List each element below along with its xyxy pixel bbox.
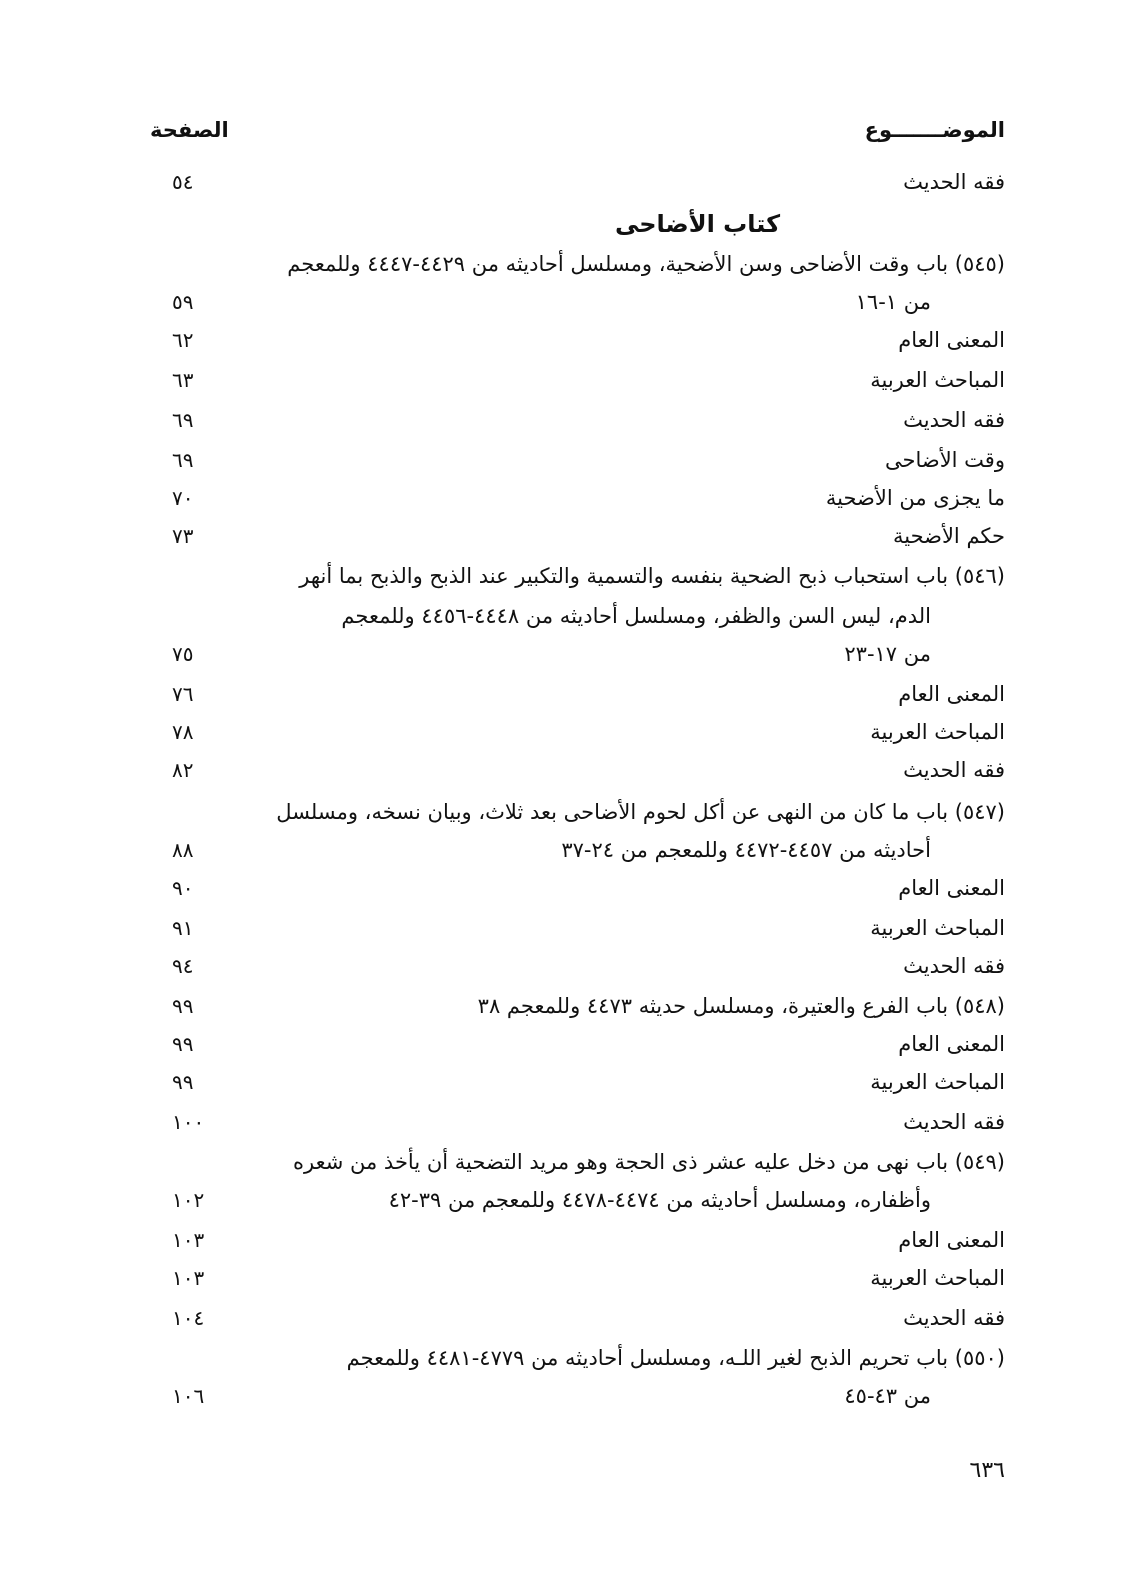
toc-row: [150, 320, 1005, 360]
toc-row: [150, 244, 1005, 284]
toc-page-number: ١٠٤: [172, 1306, 205, 1330]
page-column-label: الصفحة: [150, 118, 229, 142]
toc-topic: (٥٤٧) باب ما كان من النهى عن أكل لحوم الأضاحى بعد ثلاث، وبيان نسخه، ومسلسل: [276, 800, 1005, 824]
toc-row: [150, 712, 1005, 752]
toc-topic: وقت الأضاحى: [884, 448, 1005, 472]
toc-topic: من ١٧-٢٣: [844, 642, 931, 666]
toc-page-number: ٧٨: [172, 720, 194, 744]
toc-row: [150, 986, 1005, 1026]
book-title: كتاب الأضاحى: [614, 210, 781, 238]
toc-row: [150, 868, 1005, 908]
toc-row: [150, 596, 1005, 636]
toc-page-number: ٦٩: [172, 448, 194, 472]
toc-row: [150, 1220, 1005, 1260]
toc-row: [150, 162, 1005, 202]
toc-topic: المباحث العربية: [870, 1266, 1005, 1290]
toc-page-number: ٦٩: [172, 408, 194, 432]
toc-page-number: ١٠٠: [172, 1110, 205, 1134]
toc-row: [150, 674, 1005, 714]
toc-topic: الدم، ليس السن والظفر، ومسلسل أحاديثه من ٤٤٤٨-٤٤٥٦ وللمعجم: [341, 604, 931, 628]
toc-row: [150, 1338, 1005, 1378]
toc-row: [150, 946, 1005, 986]
toc-topic: (٥٤٥) باب وقت الأضاحى وسن الأضحية، ومسلسل أحاديثه من ٤٤٢٩-٤٤٤٧ وللمعجم: [287, 252, 1005, 276]
page-number-footer: ٦٣٦: [969, 1458, 1005, 1483]
toc-page-number: ٧٦: [172, 682, 194, 706]
toc-row: [150, 282, 1005, 322]
toc-page-number: ٦٢: [172, 328, 194, 352]
toc-topic: (٥٤٦) باب استحباب ذبح الضحية بنفسه والتسمية والتكبير عند الذبح والذبح بما أنهر: [299, 564, 1005, 588]
toc-row: [150, 1024, 1005, 1064]
toc-topic: المعنى العام: [898, 876, 1005, 900]
toc-topic: المعنى العام: [898, 328, 1005, 352]
toc-topic: (٥٥٠) باب تحريم الذبح لغير اللـه، ومسلسل أحاديثه من ٤٧٧٩-٤٤٨١ وللمعجم: [346, 1346, 1005, 1370]
toc-topic: المعنى العام: [898, 1228, 1005, 1252]
toc-page-number: ٩٩: [172, 1032, 194, 1056]
toc-header: [150, 110, 1005, 150]
toc-topic: ما يجزى من الأضحية: [825, 486, 1005, 510]
toc-row: [150, 908, 1005, 948]
book-title-row: [150, 204, 1005, 244]
toc-row: [150, 634, 1005, 674]
toc-page-number: ٩٠: [172, 876, 194, 900]
toc-topic: وأظفاره، ومسلسل أحاديثه من ٤٤٧٤-٤٤٧٨ وللمعجم من ٣٩-٤٢: [388, 1188, 931, 1212]
toc-row: [150, 1258, 1005, 1298]
toc-row: [150, 792, 1005, 832]
toc-row: [150, 1180, 1005, 1220]
toc-page-number: ١٠٢: [172, 1188, 205, 1212]
toc-topic: حكم الأضحية: [892, 524, 1005, 548]
toc-page-number: ١٠٣: [172, 1266, 205, 1290]
toc-page-number: ١٠٣: [172, 1228, 205, 1252]
toc-topic: فقه الحديث: [903, 954, 1005, 978]
toc-topic: المباحث العربية: [870, 720, 1005, 744]
toc-topic: المباحث العربية: [870, 368, 1005, 392]
toc-page-number: ٩٩: [172, 994, 194, 1018]
toc-row: [150, 1376, 1005, 1416]
toc-row: [150, 400, 1005, 440]
toc-topic: فقه الحديث: [903, 758, 1005, 782]
toc-topic: (٥٤٩) باب نهى من دخل عليه عشر ذى الحجة وهو مريد التضحية أن يأخذ من شعره: [293, 1150, 1005, 1174]
toc-row: [150, 1062, 1005, 1102]
toc-row: [150, 830, 1005, 870]
toc-topic: المعنى العام: [898, 1032, 1005, 1056]
toc-topic: من ٤٣-٤٥: [844, 1384, 931, 1408]
toc-page-number: ٩٤: [172, 954, 194, 978]
toc-row: [150, 440, 1005, 480]
toc-topic: المعنى العام: [898, 682, 1005, 706]
toc-row: [150, 556, 1005, 596]
toc-row: [150, 1298, 1005, 1338]
toc-page-number: ١٠٦: [172, 1384, 205, 1408]
toc-page-number: ٦٣: [172, 368, 194, 392]
toc-page-number: ٩٩: [172, 1070, 194, 1094]
toc-topic: المباحث العربية: [870, 1070, 1005, 1094]
toc-topic: المباحث العربية: [870, 916, 1005, 940]
toc-row: [150, 1142, 1005, 1182]
toc-topic: فقه الحديث: [903, 170, 1005, 194]
toc-topic: (٥٤٨) باب الفرع والعتيرة، ومسلسل حديثه ٤٤٧٣ وللمعجم ٣٨: [477, 994, 1005, 1018]
toc-page-number: ٧٠: [172, 486, 194, 510]
toc-topic: فقه الحديث: [903, 1110, 1005, 1134]
toc-row: [150, 516, 1005, 556]
toc-page-number: ٥٤: [172, 170, 194, 194]
toc-page-number: ٨٨: [172, 838, 194, 862]
toc-row: [150, 1102, 1005, 1142]
toc-topic: أحاديثه من ٤٤٥٧-٤٤٧٢ وللمعجم من ٢٤-٣٧: [561, 838, 931, 862]
toc-page-number: ٩١: [172, 916, 194, 940]
toc-row: [150, 360, 1005, 400]
toc-page-number: ٥٩: [172, 290, 194, 314]
toc-topic: فقه الحديث: [903, 1306, 1005, 1330]
toc-page-number: ٧٥: [172, 642, 194, 666]
topic-column-label: الموضـــــــوع: [864, 118, 1005, 142]
toc-row: [150, 478, 1005, 518]
toc-page-number: ٧٣: [172, 524, 194, 548]
toc-topic: من ١-١٦: [855, 290, 931, 314]
toc-page-number: ٨٢: [172, 758, 194, 782]
toc-row: [150, 750, 1005, 790]
toc-topic: فقه الحديث: [903, 408, 1005, 432]
